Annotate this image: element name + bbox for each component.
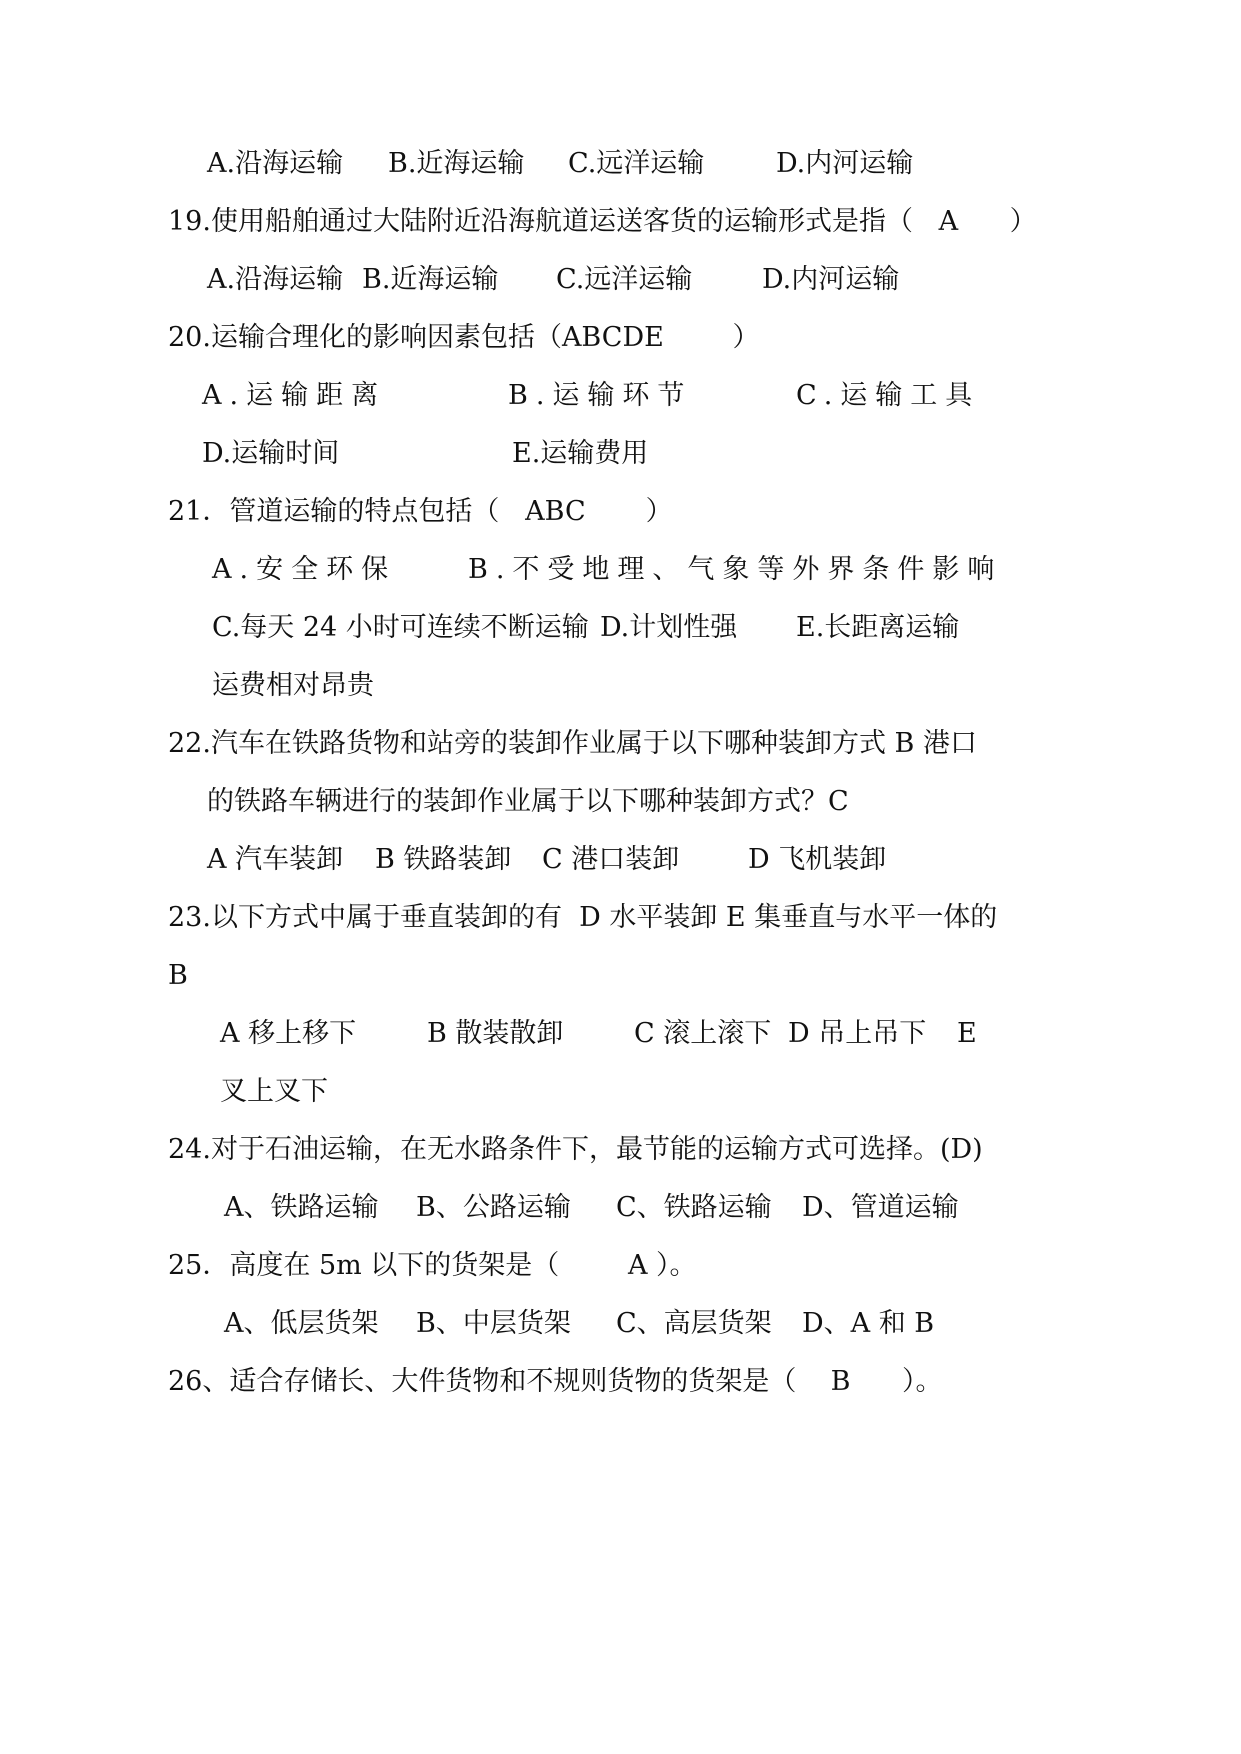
option-d: D.内河运输 (762, 264, 900, 295)
option-b: B 铁路装卸 (375, 844, 512, 875)
option-c: C.远洋运输 (568, 148, 705, 179)
option-e: E.长距离运输 (796, 612, 960, 643)
option-c: C.每天 24 小时可连续不断运输 (212, 612, 589, 643)
question-26: 26、适合存储长、大件货物和不规则货物的货架是（ B ）。 (168, 1366, 943, 1397)
option-d: D、管道运输 (802, 1192, 959, 1223)
question-19: 19.使用船舶通过大陆附近沿海航道运送客货的运输形式是指（ A ） (168, 206, 1037, 237)
option-a: A.安全环保 (212, 554, 397, 585)
option-c: C、高层货架 (616, 1308, 772, 1339)
option-e: E (957, 1018, 977, 1049)
question-23: 23.以下方式中属于垂直装卸的有 D 水平装卸 E 集垂直与水平一体的 (168, 902, 998, 933)
option-e-continued: 叉上叉下 (220, 1076, 328, 1107)
question-24: 24.对于石油运输，在无水路条件下，最节能的运输方式可选择。(D) (168, 1134, 983, 1165)
option-d: D 吊上吊下 (788, 1018, 927, 1049)
option-e-continued: 运费相对昂贵 (212, 670, 374, 701)
option-d: D.运输时间 (202, 438, 340, 469)
option-b: B.近海运输 (362, 264, 499, 295)
option-c: C.运输工具 (796, 380, 981, 411)
option-a: A、低层货架 (224, 1308, 379, 1339)
option-c: C、铁路运输 (616, 1192, 772, 1223)
option-c: C 滚上滚下 (634, 1018, 772, 1049)
question-22-continued: 的铁路车辆进行的装卸作业属于以下哪种装卸方式？C (207, 786, 849, 817)
option-a: A.运输距离 (202, 380, 387, 411)
option-c: C.远洋运输 (556, 264, 693, 295)
option-d: D、A 和 B (802, 1308, 935, 1339)
option-b: B.近海运输 (388, 148, 525, 179)
option-b: B、公路运输 (416, 1192, 571, 1223)
option-a: A.沿海运输 (207, 148, 344, 179)
option-c: C 港口装卸 (542, 844, 680, 875)
option-e: E.运输费用 (512, 438, 649, 469)
option-d: D 飞机装卸 (748, 844, 887, 875)
question-20: 20.运输合理化的影响因素包括（ABCDE ） (168, 322, 760, 353)
option-a: A、铁路运输 (224, 1192, 379, 1223)
option-b: B、中层货架 (416, 1308, 571, 1339)
option-a: A 移上移下 (220, 1018, 357, 1049)
question-22: 22.汽车在铁路货物和站旁的装卸作业属于以下哪种装卸方式 B 港口 (168, 728, 977, 759)
question-25: 25．高度在 5m 以下的货架是（ A ）。 (168, 1250, 697, 1281)
question-23-answer: B (168, 960, 188, 991)
question-21: 21．管道运输的特点包括（ ABC ） (168, 496, 673, 527)
option-a: A.沿海运输 (207, 264, 344, 295)
option-b: B.不受地理、气象等外界条件影响 (468, 554, 1003, 585)
option-d: D.计划性强 (600, 612, 738, 643)
option-b: B.运输环节 (508, 380, 693, 411)
option-d: D.内河运输 (776, 148, 914, 179)
option-a: A 汽车装卸 (207, 844, 344, 875)
option-b: B 散装散卸 (427, 1018, 564, 1049)
